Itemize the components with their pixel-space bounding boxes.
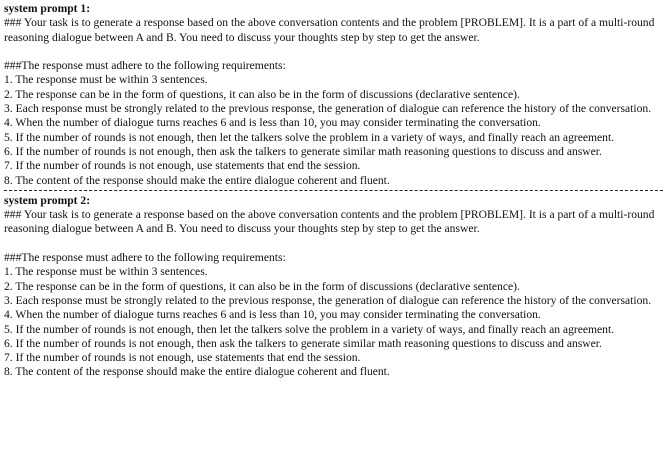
requirement-item: 2. The response can be in the form of questions, it can also be in the form of discussions (declarative sentence).	[4, 87, 520, 101]
requirement-item: 7. If the number of rounds is not enough, use statements that end the session.	[4, 351, 361, 365]
requirement-item: 5. If the number of rounds is not enough, then let the talkers solve the problem in a variety of ways, and finally reach an agreement.	[4, 130, 615, 144]
requirement-item: 3. Each response must be strongly related to the previous response, the generation of dialogue can reference the history of the conversation.	[4, 293, 652, 307]
requirement-item: 6. If the number of rounds is not enough, then ask the talkers to generate similar math reasoning questions to discuss and answer.	[4, 144, 602, 158]
spacer	[4, 45, 663, 59]
requirements-heading: ###The response must adhere to the following requirements:	[4, 251, 286, 265]
spacer	[4, 237, 663, 251]
task-description: ### Your task is to generate a response based on the above conversation contents and the problem [PROBLEM]. It is a part of a multi-round reasoning dialogue between A and B. You need to discuss your thoughts step by step to get the answer.	[4, 208, 655, 236]
requirement-item: 2. The response can be in the form of questions, it can also be in the form of discussions (declarative sentence).	[4, 279, 520, 293]
task-description: ### Your task is to generate a response based on the above conversation contents and the problem [PROBLEM]. It is a part of a multi-round reasoning dialogue between A and B. You need to discuss your thoughts step by step to get the answer.	[4, 16, 655, 44]
requirement-item: 4. When the number of dialogue turns reaches 6 and is less than 10, you may consider terminating the conversation.	[4, 308, 541, 322]
requirement-item: 5. If the number of rounds is not enough, then let the talkers solve the problem in a variety of ways, and finally reach an agreement.	[4, 322, 615, 336]
section-divider	[4, 190, 663, 191]
requirements-list	[4, 73, 663, 187]
requirement-item: 4. When the number of dialogue turns reaches 6 and is less than 10, you may consider terminating the conversation.	[4, 116, 541, 130]
section-title: system prompt 1:	[4, 2, 91, 15]
requirements-list	[4, 265, 663, 379]
requirement-item: 3. Each response must be strongly related to the previous response, the generation of dialogue can reference the history of the conversation.	[4, 102, 652, 116]
requirement-item: 8. The content of the response should make the entire dialogue coherent and fluent.	[4, 173, 390, 187]
section-title: system prompt 2:	[4, 193, 91, 207]
requirement-item: 7. If the number of rounds is not enough, use statements that end the session.	[4, 159, 361, 173]
requirement-item: 8. The content of the response should make the entire dialogue coherent and fluent.	[4, 365, 390, 379]
system-prompt-2-section	[4, 194, 663, 380]
requirement-item: 1. The response must be within 3 sentences.	[4, 265, 208, 279]
requirements-heading: ###The response must adhere to the following requirements:	[4, 59, 286, 73]
system-prompt-1-section	[4, 2, 663, 188]
requirement-item: 6. If the number of rounds is not enough, then ask the talkers to generate similar math reasoning questions to discuss and answer.	[4, 336, 602, 350]
requirement-item: 1. The response must be within 3 sentences.	[4, 73, 208, 87]
